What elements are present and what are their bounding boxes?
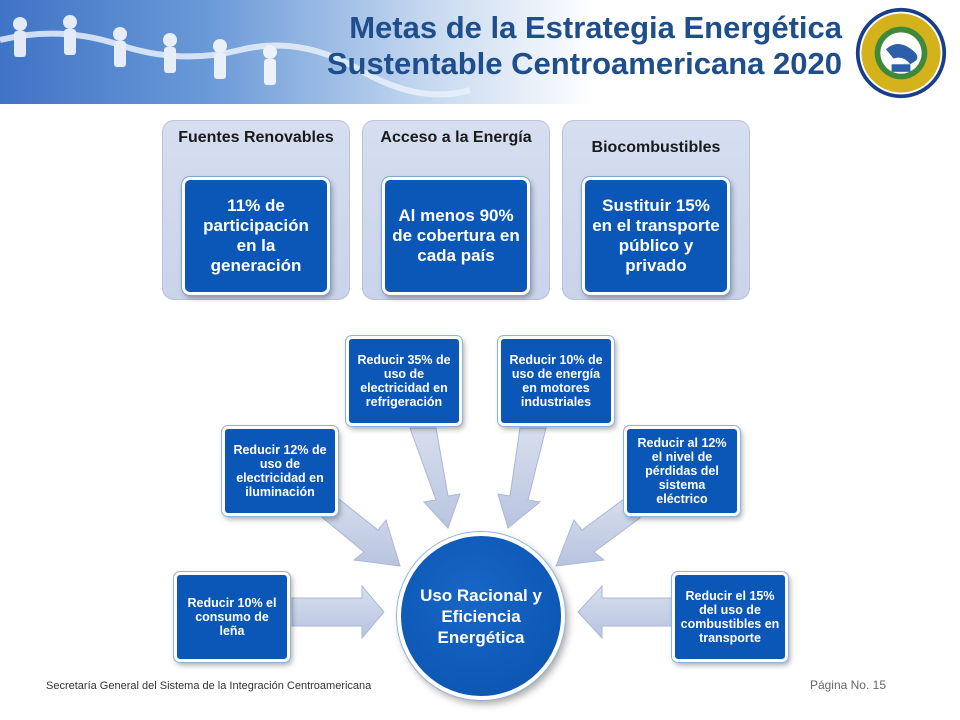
page-number: Página No. 15	[809, 678, 886, 692]
arrow-left	[292, 586, 384, 638]
goal-title: Fuentes Renovables	[178, 129, 334, 146]
goal-text: Sustituir 15% en el transporte público y privado	[582, 177, 730, 295]
action-lighting: Reducir 12% de uso de electricidad en iluminación	[222, 426, 338, 516]
action-industrial-motors: Reducir 10% de uso de energía en motores industriales	[498, 336, 614, 426]
action-firewood: Reducir 10% el consumo de leña	[174, 572, 290, 662]
action-grid-losses: Reducir al 12% el nivel de pérdidas del sistema eléctrico	[624, 426, 740, 516]
action-transport-fuel: Reducir el 15% del uso de combustibles en transporte	[672, 572, 788, 662]
arrow-top-left	[410, 428, 460, 528]
title-line-2: Sustentable Centroamericana 2020	[326, 46, 842, 81]
center-efficiency-circle: Uso Racional y Eficiencia Energética	[397, 532, 565, 700]
goal-text: 11% de participación en la generación	[182, 177, 330, 295]
goal-title: Acceso a la Energía	[380, 129, 532, 146]
title-line-1: Metas de la Estrategia Energética	[349, 10, 842, 45]
footer-organization: Secretaría General del Sistema de la Integración Centroamericana	[46, 680, 372, 692]
action-refrigeration: Reducir 35% de uso de electricidad en refrigeración	[346, 336, 462, 426]
arrow-top-right	[498, 428, 546, 528]
goal-text: Al menos 90% de cobertura en cada país	[382, 177, 530, 295]
goal-title: Biocombustibles	[591, 139, 721, 156]
arrow-right	[578, 586, 672, 638]
